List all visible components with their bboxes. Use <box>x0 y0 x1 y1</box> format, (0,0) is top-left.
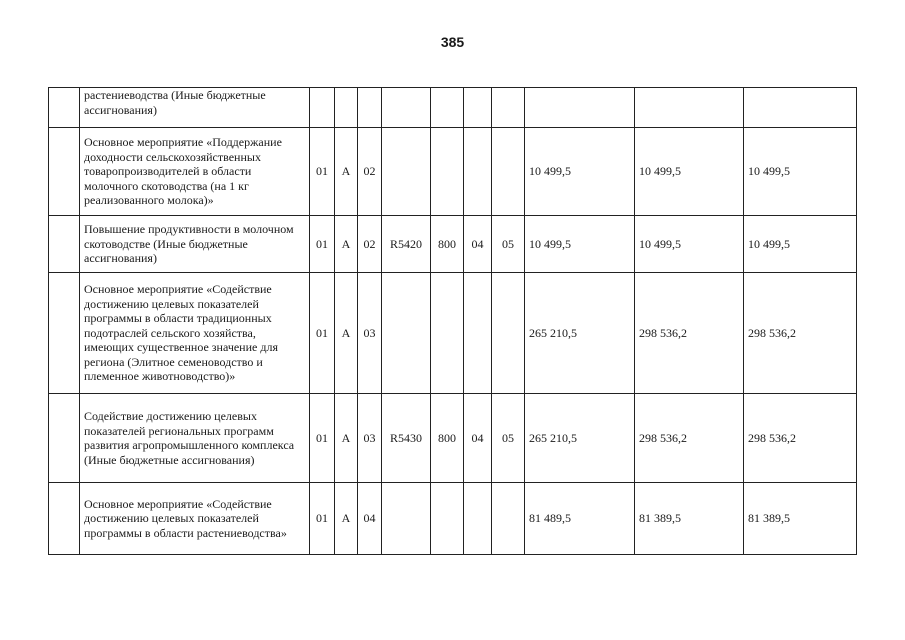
description-cell: Повышение продуктивности в молочном скотоводстве (Иные бюджетные ассигнования) <box>80 216 310 273</box>
activity-code-cell: 02 <box>358 128 382 216</box>
direction-code-cell <box>382 88 431 128</box>
amount-year-3-cell: 298 536,2 <box>744 273 857 394</box>
amount-year-2-cell: 10 499,5 <box>635 216 744 273</box>
subsection-cell <box>492 128 525 216</box>
program-code-cell: 01 <box>310 273 335 394</box>
amount-year-1-cell <box>525 88 635 128</box>
subsection-cell <box>492 273 525 394</box>
amount-year-1-cell: 10 499,5 <box>525 216 635 273</box>
description-cell: растениеводства (Иные бюджетные ассигнования) <box>80 88 310 128</box>
amount-year-2-cell <box>635 88 744 128</box>
expense-type-cell <box>431 88 464 128</box>
activity-code-cell <box>358 88 382 128</box>
table-row <box>49 88 857 128</box>
budget-table <box>48 87 857 555</box>
amount-year-2-cell: 298 536,2 <box>635 273 744 394</box>
amount-year-1-cell: 81 489,5 <box>525 483 635 555</box>
row-marker-cell <box>49 394 80 483</box>
page-number: 385 <box>440 34 465 50</box>
section-cell <box>464 88 492 128</box>
expense-type-cell <box>431 128 464 216</box>
subprogram-code-cell: А <box>335 394 358 483</box>
amount-year-1-cell: 265 210,5 <box>525 394 635 483</box>
subsection-cell <box>492 88 525 128</box>
direction-code-cell <box>382 128 431 216</box>
direction-code-cell <box>382 273 431 394</box>
table-row <box>49 128 857 216</box>
section-cell <box>464 483 492 555</box>
subprogram-code-cell <box>335 88 358 128</box>
section-cell: 04 <box>464 216 492 273</box>
description-cell: Основное мероприятие «Поддержание доходности сельскохозяйственных товаропроизводителей в области молочного скотоводства (на 1 кг реализованного молока)» <box>80 128 310 216</box>
section-cell <box>464 273 492 394</box>
section-cell <box>464 128 492 216</box>
table-row <box>49 216 857 273</box>
section-cell: 04 <box>464 394 492 483</box>
description-cell: Основное мероприятие «Содействие достижению целевых показателей программы в области традиционных подотраслей сельского хозяйства, имеющих существенное значение для региона (Элитное семеноводство и племенное животноводство)» <box>80 273 310 394</box>
expense-type-cell <box>431 273 464 394</box>
subprogram-code-cell: А <box>335 128 358 216</box>
subsection-cell: 05 <box>492 394 525 483</box>
subsection-cell: 05 <box>492 216 525 273</box>
row-marker-cell <box>49 88 80 128</box>
activity-code-cell: 04 <box>358 483 382 555</box>
expense-type-cell: 800 <box>431 394 464 483</box>
expense-type-cell: 800 <box>431 216 464 273</box>
program-code-cell: 01 <box>310 483 335 555</box>
row-marker-cell <box>49 483 80 555</box>
direction-code-cell: R5420 <box>382 216 431 273</box>
amount-year-1-cell: 265 210,5 <box>525 273 635 394</box>
amount-year-3-cell: 298 536,2 <box>744 394 857 483</box>
subprogram-code-cell: А <box>335 273 358 394</box>
row-marker-cell <box>49 273 80 394</box>
amount-year-2-cell: 10 499,5 <box>635 128 744 216</box>
subprogram-code-cell: А <box>335 483 358 555</box>
amount-year-2-cell: 298 536,2 <box>635 394 744 483</box>
subsection-cell <box>492 483 525 555</box>
amount-year-3-cell: 81 389,5 <box>744 483 857 555</box>
amount-year-1-cell: 10 499,5 <box>525 128 635 216</box>
program-code-cell: 01 <box>310 216 335 273</box>
program-code-cell: 01 <box>310 394 335 483</box>
row-marker-cell <box>49 216 80 273</box>
activity-code-cell: 02 <box>358 216 382 273</box>
amount-year-3-cell: 10 499,5 <box>744 216 857 273</box>
table-row <box>49 483 857 555</box>
direction-code-cell: R5430 <box>382 394 431 483</box>
row-marker-cell <box>49 128 80 216</box>
amount-year-3-cell: 10 499,5 <box>744 128 857 216</box>
description-cell: Содействие достижению целевых показателей региональных программ развития агропромышленного комплекса (Иные бюджетные ассигнования) <box>80 394 310 483</box>
subprogram-code-cell: А <box>335 216 358 273</box>
direction-code-cell <box>382 483 431 555</box>
activity-code-cell: 03 <box>358 273 382 394</box>
expense-type-cell <box>431 483 464 555</box>
table-row <box>49 394 857 483</box>
amount-year-2-cell: 81 389,5 <box>635 483 744 555</box>
program-code-cell: 01 <box>310 128 335 216</box>
activity-code-cell: 03 <box>358 394 382 483</box>
table-row <box>49 273 857 394</box>
description-cell: Основное мероприятие «Содействие достижению целевых показателей программы в области растениеводства» <box>80 483 310 555</box>
amount-year-3-cell <box>744 88 857 128</box>
program-code-cell <box>310 88 335 128</box>
